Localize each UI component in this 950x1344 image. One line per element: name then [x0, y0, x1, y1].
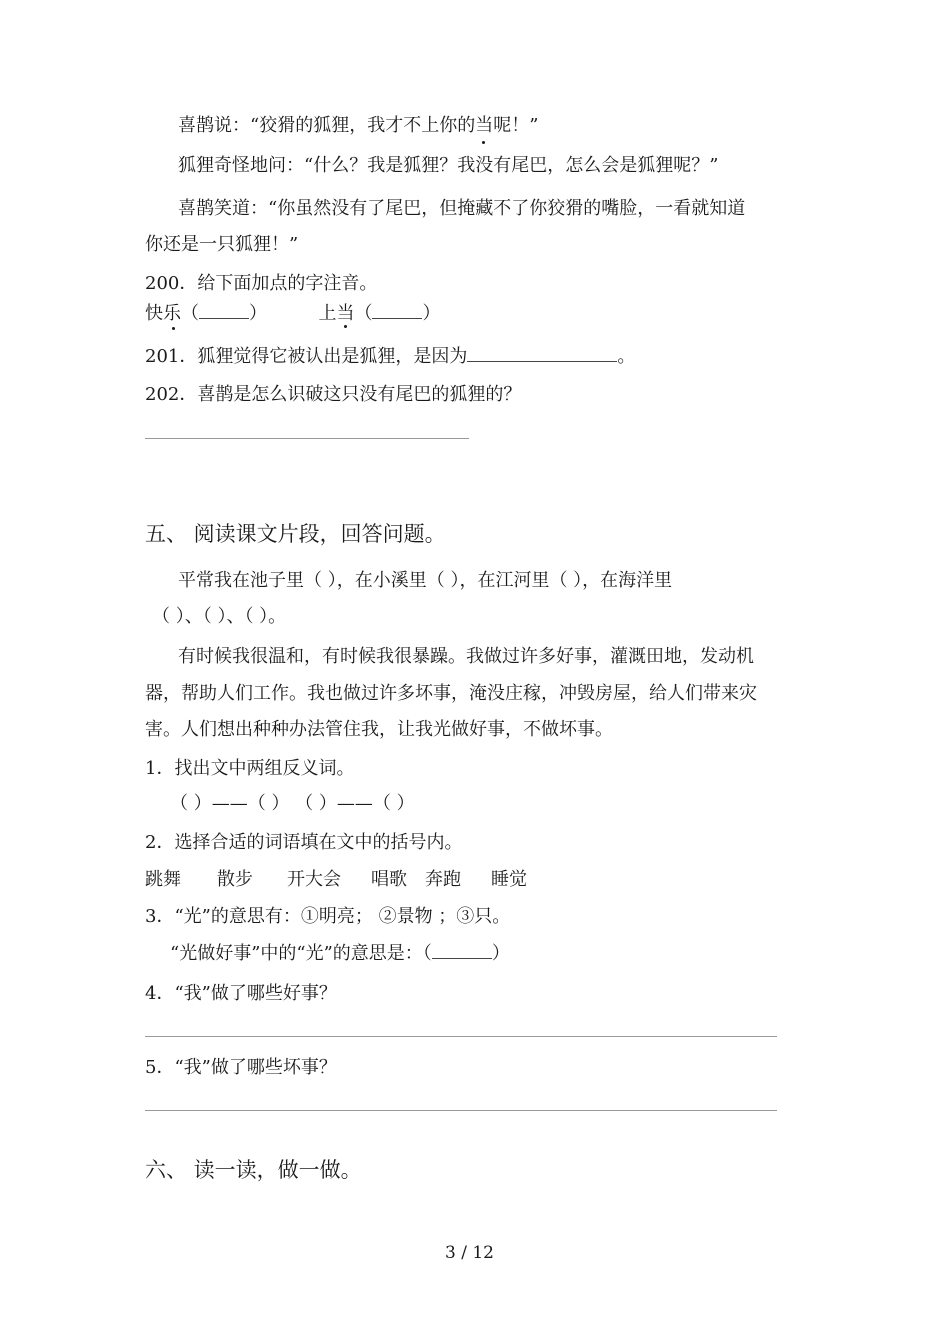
story-paragraph-2: 狐狸奇怪地问：“什么？我是狐狸？我没有尾巴，怎么会是狐狸呢？”	[178, 155, 719, 176]
section-5-question-3-sub: “光做好事”中的“光”的意思是：（ ）	[170, 943, 510, 964]
question-202: 202．喜鹊是怎么识破这只没有尾巴的狐狸的？	[145, 384, 522, 405]
word-option: 睡觉	[491, 869, 527, 890]
word-bank	[145, 868, 527, 892]
word-option: 跳舞	[145, 869, 181, 890]
section-5-question-1: 1．找出文中两组反义词。	[145, 758, 355, 779]
pinyin-blank-1[interactable]	[199, 318, 249, 319]
answer-line-5[interactable]	[145, 1110, 777, 1111]
section-5-paragraph-2-line-3: 害。人们想出种种办法管住我，让我光做好事，不做坏事。	[145, 719, 613, 740]
section-6-heading: 六、 读一读，做一做。	[145, 1158, 362, 1182]
section-5-question-3: 3．“光”的意思有：①明亮； ②景物 ；③只。	[145, 906, 511, 927]
section-5-paragraph-2: 有时候我很温和，有时候我很暴躁。我做过许多好事，灌溉田地，发动机	[178, 646, 754, 667]
story-paragraph-3-cont: 你还是一只狐狸！”	[145, 234, 299, 255]
question-200: 200．给下面加点的字注音。	[145, 273, 378, 294]
answer-blank-guang[interactable]	[432, 958, 492, 959]
word-option: 散步	[217, 869, 253, 890]
word-option: 奔跑	[425, 869, 461, 890]
pinyin-blank-2[interactable]	[372, 318, 422, 319]
answer-line-4[interactable]	[145, 1036, 777, 1037]
emphasis-dot	[482, 141, 485, 144]
story-paragraph-3: 喜鹊笑道：“你虽然没有了尾巴，但掩藏不了你狡猾的嘴脸，一看就知道	[178, 198, 746, 219]
section-5-question-4: 4．“我”做了哪些好事？	[145, 983, 337, 1004]
section-5-paragraph-1: 平常我在池子里（ ），在小溪里（ ），在江河里（ ），在海洋里	[178, 570, 673, 591]
section-5-paragraph-2-line-2: 器，帮助人们工作。我也做过许多坏事，淹没庄稼，冲毁房屋，给人们带来灾	[145, 683, 757, 704]
emphasis-dot	[344, 325, 347, 328]
section-5-paragraph-1-cont: （ ）、（ ）、（ ）。	[152, 606, 287, 627]
word-option: 唱歌	[371, 869, 407, 890]
word-shangdang: 上当	[318, 303, 355, 324]
emphasis-dot	[172, 327, 175, 330]
question-201: 201．狐狸觉得它被认出是狐狸，是因为 。	[145, 346, 636, 367]
answer-line-202[interactable]	[145, 438, 469, 439]
section-5-question-2: 2．选择合适的词语填在文中的括号内。	[145, 832, 463, 853]
answer-blank-201[interactable]	[467, 361, 617, 362]
antonym-pairs[interactable]: （ ）——（ ） （ ）——（ ）	[170, 793, 415, 814]
word-option: 开大会	[287, 869, 341, 890]
word-kuaile: 快乐	[145, 303, 181, 324]
question-200-items: 快乐（ ） 上当（ ）	[145, 303, 441, 324]
section-5-heading: 五、 阅读课文片段，回答问题。	[145, 522, 446, 546]
story-paragraph-1: 喜鹊说：“狡猾的狐狸，我才不上你的当呢！”	[178, 115, 539, 136]
section-5-question-5: 5．“我”做了哪些坏事？	[145, 1057, 337, 1078]
page-number: 3 / 12	[445, 1243, 494, 1263]
